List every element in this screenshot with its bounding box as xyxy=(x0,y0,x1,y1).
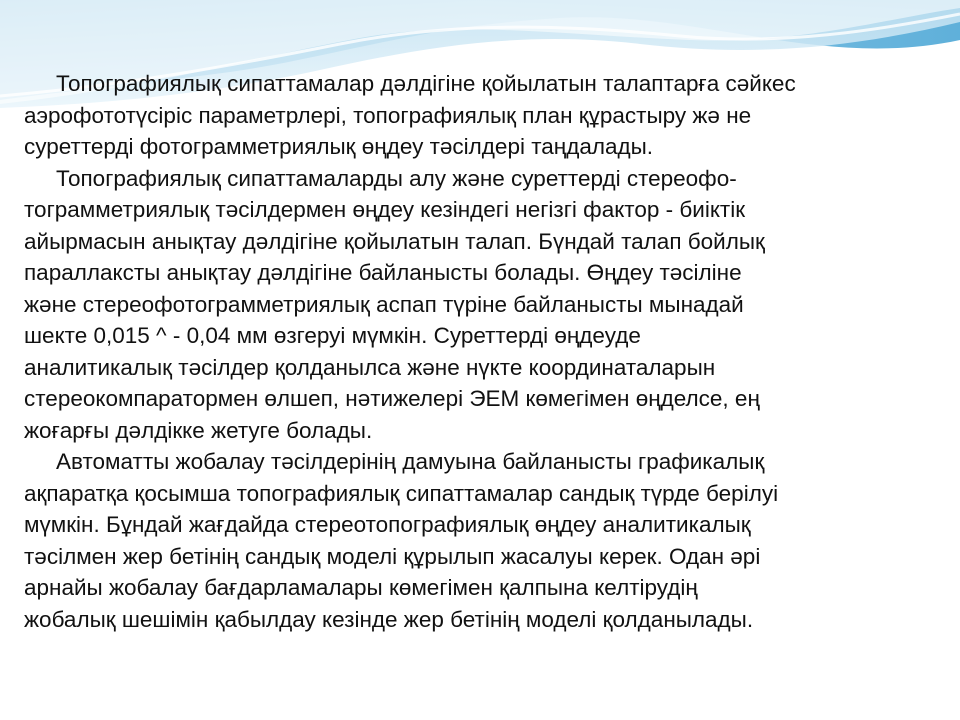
paragraph-1: Топографиялық сипаттамалар дәлдігіне қойылатын талаптарға сәйкес аэрофототүсіріс параметрлері, топографиялық план құрастыру жә не суреттерді фотограмметриялық өңдеу тәсілдері таңдалады. xyxy=(24,71,796,159)
paragraph-3: Автоматты жобалау тәсілдерінің дамуына байланысты графикалық ақпаратқа қосымша топографиялық сипаттамалар сандық түрде берілуі мүмкін. Бұндай жағдайда стереотопографиялық өңдеу аналитикалық тәсілмен жер бетінің сандық моделі құрылып жасалуы керек. Одан әрі арнайы жобалау бағдарламалары көмегімен қалпына келтірудің жобалық шешімін қабылдау кезінде жер бетінің моделі қолданылады. xyxy=(24,449,779,632)
text-body xyxy=(24,68,940,635)
paragraph-2: Топографиялық сипаттамаларды алу және суреттерді стереофо- тограмметриялық тәсілдермен өңдеу кезіндегі негізгі фактор - биіктік айырмасын анықтау дәлдігіне қойылатын талап. Бүндай талап бойлық параллаксты анықтау дәлдігіне байланысты болады. Өңдеу тәсіліне және стереофотограмметриялық аспап түріне байланысты мынадай шекте 0,015 ^ - 0,04 мм өзгеруі мүмкін. Суреттерді өңдеуде аналитикалық тәсілдер қолданылса және нүкте координаталарын стереокомпаратормен өлшеп, нәтижелері ЭЕМ көмегімен өңделсе, ең жоғарғы дәлдікке жетуге болады. xyxy=(24,165,765,443)
